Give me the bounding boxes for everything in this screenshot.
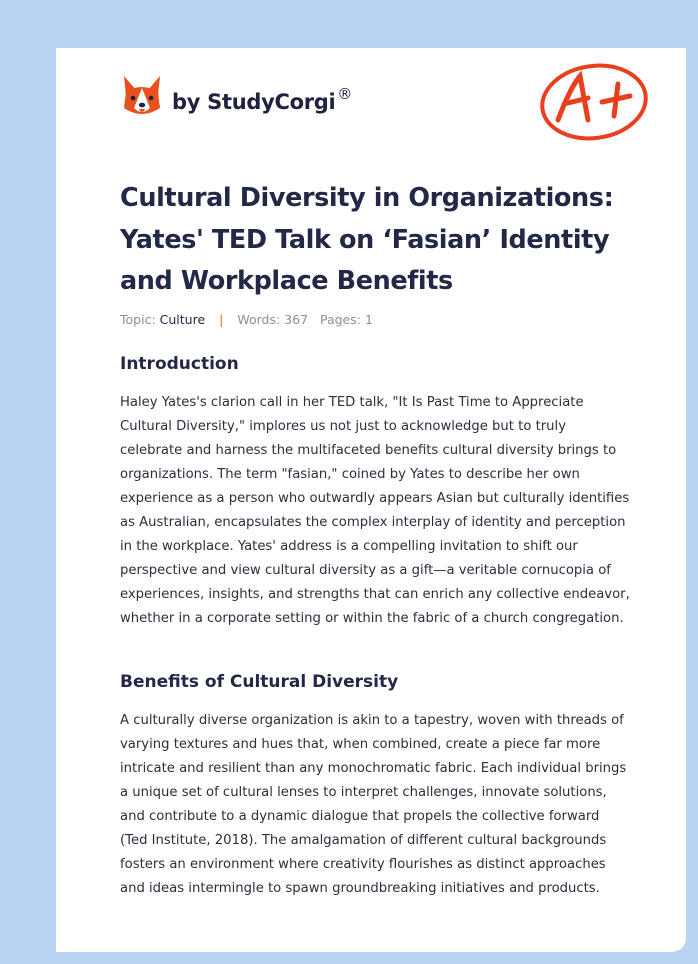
topic-label: Topic: bbox=[120, 312, 156, 327]
essay-meta bbox=[120, 312, 373, 327]
topic-value[interactable]: Culture bbox=[159, 312, 206, 327]
essay-title: Cultural Diversity in Organizations: Yates' TED Talk on ‘Fasian’ Identity and Workplace Benefits bbox=[120, 183, 614, 296]
a-plus-grade-icon bbox=[536, 58, 652, 142]
section-body-benefits: A culturally diverse organization is akin to a tapestry, woven with threads of varying textures and hues that, when combined, create a piece far more intricate and resilient than any monochromatic fabric. Each individual brings a unique set of cultural lenses to interpret challenges, innovate solutions, and contribute to a dynamic dialogue that propels the collective forward (Ted Institute, 2018). The amalgamation of different cultural backgrounds fosters an environment where creativity flourishes as distinct approaches and ideas intermingle to spawn groundbreaking initiatives and products. bbox=[120, 713, 627, 896]
section-heading-benefits: Benefits of Cultural Diversity bbox=[120, 672, 399, 692]
document-page bbox=[56, 48, 686, 952]
pages-label: Pages: bbox=[319, 312, 361, 327]
corgi-logo-icon bbox=[120, 74, 164, 122]
brand-logo[interactable] bbox=[120, 74, 352, 122]
section-body-introduction: Haley Yates's clarion call in her TED talk, "It Is Past Time to Appreciate Cultural Diversity," implores us not just to acknowledge but to truly celebrate and harness the multifaceted benefits cultural diversity brings to organizations. The term "fasian," coined by Yates to describe her own experience as a person who outwardly appears Asian but culturally identifies as Australian, encapsulates the complex interplay of identity and perception in the workplace. Yates' address is a compelling invitation to shift our perspective and view cultural diversity as a gift—a veritable cornucopia of experiences, insights, and strengths that can enrich any collective endeavor, whether in a corporate setting or within the fabric of a church congregation. bbox=[120, 395, 630, 626]
brand-name: by StudyCorgi ® bbox=[172, 85, 353, 114]
pages-value: 1 bbox=[364, 312, 373, 327]
section-heading-introduction: Introduction bbox=[120, 354, 239, 374]
meta-separator: | bbox=[219, 312, 224, 327]
registered-mark: ® bbox=[337, 85, 353, 103]
words-value: 367 bbox=[284, 312, 309, 327]
words-label: Words: bbox=[237, 312, 281, 327]
